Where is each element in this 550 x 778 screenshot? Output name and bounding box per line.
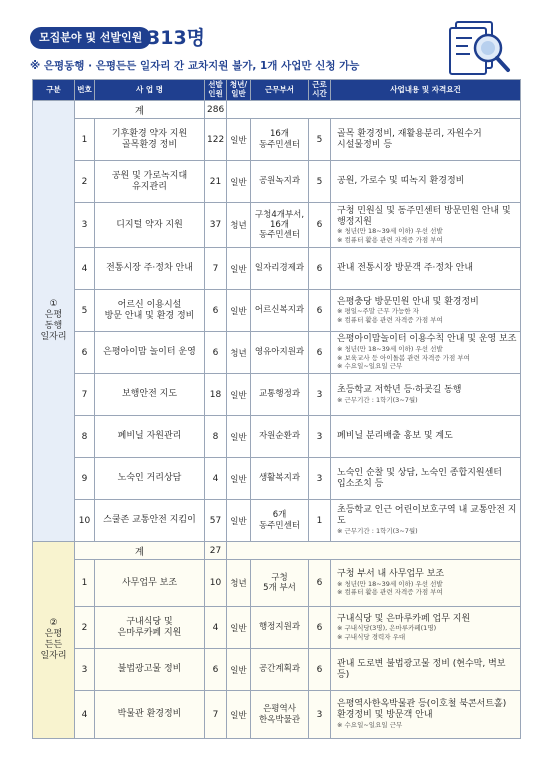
department: 어르신복지과 <box>251 290 309 332</box>
description-main: 구청 민원실 및 동주민센터 방문민원 안내 및 행정지원 <box>337 205 511 227</box>
worker-type: 청년 <box>227 332 251 374</box>
worker-type: 일반 <box>227 416 251 458</box>
table-header-row <box>33 80 521 101</box>
description-note: ※ 보육교사 등 아이돌봄 관련 자격증 가점 부여 <box>337 353 470 362</box>
department: 구청4개부서, 16개 동주민센터 <box>251 203 309 248</box>
project-name: 구내식당 및 은마루카페 지원 <box>95 607 205 649</box>
project-name: 어르신 이용시설 방문 안내 및 환경 정비 <box>95 290 205 332</box>
worker-type: 청년 <box>227 203 251 248</box>
table-row <box>33 203 521 248</box>
row-number: 6 <box>75 332 95 374</box>
work-hours: 6 <box>309 332 331 374</box>
row-number: 5 <box>75 290 95 332</box>
document-magnifier-icon <box>442 16 518 78</box>
description-main: 골목 환경정비, 재활용분리, 자원수거 시설물정비 등 <box>337 128 482 150</box>
selection-count: 21 <box>205 161 227 203</box>
col-type: 청년/ 일반 <box>227 80 251 101</box>
description-cell <box>331 458 521 500</box>
total-empty-cell <box>227 542 521 560</box>
description-main: 노숙인 순찰 및 상담, 노숙인 종합지원센터 입소조치 등 <box>337 467 502 489</box>
work-hours: 5 <box>309 161 331 203</box>
table-row <box>33 500 521 542</box>
selection-count: 4 <box>205 458 227 500</box>
total-label: 계 <box>75 101 205 119</box>
work-hours: 5 <box>309 119 331 161</box>
col-description: 사업내용 및 자격요건 <box>331 80 521 101</box>
group-total-row <box>33 542 521 560</box>
description-note: ※ 수요일~일요일 근무 <box>337 721 403 730</box>
description-cell <box>331 374 521 416</box>
work-hours: 6 <box>309 560 331 607</box>
table-row <box>33 290 521 332</box>
project-name: 불법광고물 정비 <box>95 649 205 691</box>
worker-type: 일반 <box>227 374 251 416</box>
description-note: ※ 청년(만 18~39세 이하) 우선 선발 <box>337 227 443 236</box>
description-main: 초등학교 저학년 등·하굣길 동행 <box>337 384 462 395</box>
table-row <box>33 332 521 374</box>
col-dept: 근무부서 <box>251 80 309 101</box>
project-name: 기후환경 약자 지원 골목환경 정비 <box>95 119 205 161</box>
table-row <box>33 248 521 290</box>
selection-count: 4 <box>205 607 227 649</box>
worker-type: 일반 <box>227 248 251 290</box>
project-name: 디지털 약자 지원 <box>95 203 205 248</box>
description-note: ※ 컴퓨터 활용 관련 자격증 가점 부여 <box>337 315 443 324</box>
department: 교통행정과 <box>251 374 309 416</box>
work-hours: 3 <box>309 691 331 739</box>
recruitment-table <box>32 79 521 739</box>
description-main: 관내 전통시장 방문객 주·정차 안내 <box>337 263 474 274</box>
description-main: 은평역사한옥박물관 등(이호철 북콘서트홀) 환경정비 및 방문객 안내 <box>337 699 507 721</box>
department: 영유아지원과 <box>251 332 309 374</box>
group-category: ② 은평 든든 일자리 <box>33 542 75 739</box>
selection-count: 18 <box>205 374 227 416</box>
row-number: 1 <box>75 119 95 161</box>
table-row <box>33 607 521 649</box>
worker-type: 일반 <box>227 161 251 203</box>
description-note: ※ 청년(만 18~39세 이하) 우선 선발 <box>337 345 443 354</box>
worker-type: 일반 <box>227 500 251 542</box>
work-hours: 3 <box>309 374 331 416</box>
selection-count: 10 <box>205 560 227 607</box>
work-hours: 1 <box>309 500 331 542</box>
worker-type: 일반 <box>227 607 251 649</box>
table-row <box>33 458 521 500</box>
work-hours: 6 <box>309 607 331 649</box>
worker-type: 일반 <box>227 649 251 691</box>
row-number: 10 <box>75 500 95 542</box>
total-value: 286 <box>205 101 227 119</box>
description-cell <box>331 560 521 607</box>
department: 공원녹지과 <box>251 161 309 203</box>
department: 행정지원과 <box>251 607 309 649</box>
selection-count: 6 <box>205 649 227 691</box>
project-name: 노숙인 거리상담 <box>95 458 205 500</box>
selection-count: 6 <box>205 290 227 332</box>
description-cell <box>331 416 521 458</box>
project-name: 보행안전 지도 <box>95 374 205 416</box>
project-name: 박물관 환경정비 <box>95 691 205 739</box>
description-main: 은평아이맘놀이터 이용수칙 안내 및 운영 보조 <box>337 334 517 345</box>
worker-type: 청년 <box>227 560 251 607</box>
table-row <box>33 119 521 161</box>
department: 6개 동주민센터 <box>251 500 309 542</box>
work-hours: 6 <box>309 290 331 332</box>
work-hours: 6 <box>309 649 331 691</box>
description-note: ※ 근무기간 : 1학기(3~7월) <box>337 527 418 536</box>
project-name: 사무업무 보조 <box>95 560 205 607</box>
description-note: ※ 구내식당 경력자 우대 <box>337 632 406 641</box>
row-number: 3 <box>75 203 95 248</box>
department: 일자리경제과 <box>251 248 309 290</box>
table-row <box>33 649 521 691</box>
selection-count: 57 <box>205 500 227 542</box>
description-note: ※ 청년(만 18~39세 이하) 우선 선발 <box>337 579 443 588</box>
table-row <box>33 560 521 607</box>
project-name: 전통시장 주·정차 안내 <box>95 248 205 290</box>
total-value: 27 <box>205 542 227 560</box>
selection-count: 7 <box>205 248 227 290</box>
table-row <box>33 691 521 739</box>
selection-count: 6 <box>205 332 227 374</box>
selection-count: 37 <box>205 203 227 248</box>
recruitment-pill: 모집분야 및 선발인원 <box>30 27 151 49</box>
total-empty-cell <box>227 101 521 119</box>
department: 공간계획과 <box>251 649 309 691</box>
total-label: 계 <box>75 542 205 560</box>
worker-type: 일반 <box>227 119 251 161</box>
row-number: 4 <box>75 691 95 739</box>
description-main: 구내식당 및 은마루카페 업무 지원 <box>337 613 471 624</box>
work-hours: 3 <box>309 416 331 458</box>
description-cell <box>331 119 521 161</box>
description-cell <box>331 607 521 649</box>
description-note: ※ 컴퓨터 활용 관련 자격증 가점 부여 <box>337 588 443 597</box>
selection-count: 122 <box>205 119 227 161</box>
col-number: 번호 <box>75 80 95 101</box>
description-cell <box>331 691 521 739</box>
description-main: 초등학교 인근 어린이보호구역 내 교통안전 지도 <box>337 505 517 527</box>
table-row <box>33 416 521 458</box>
table-row <box>33 161 521 203</box>
col-count: 선발 인원 <box>205 80 227 101</box>
description-note: ※ 근무기간 : 1학기(3~7월) <box>337 395 418 404</box>
department: 생활복지과 <box>251 458 309 500</box>
description-cell <box>331 332 521 374</box>
project-name: 폐비닐 자원관리 <box>95 416 205 458</box>
description-cell <box>331 248 521 290</box>
col-category: 구분 <box>33 80 75 101</box>
row-number: 8 <box>75 416 95 458</box>
row-number: 1 <box>75 560 95 607</box>
description-main: 구청 부서 내 사무업무 보조 <box>337 569 445 580</box>
worker-type: 일반 <box>227 458 251 500</box>
worker-type: 일반 <box>227 290 251 332</box>
selection-count: 7 <box>205 691 227 739</box>
description-note: ※ 컴퓨터 활용 관련 자격증 가점 부여 <box>337 235 443 244</box>
group-category: ① 은평 동행 일자리 <box>33 101 75 542</box>
department: 구청 5개 부서 <box>251 560 309 607</box>
project-name: 공원 및 가로녹지대 유지관리 <box>95 161 205 203</box>
row-number: 7 <box>75 374 95 416</box>
description-main: 관내 도로변 불법광고물 정비 (현수막, 벽보 등) <box>337 658 506 680</box>
row-number: 2 <box>75 607 95 649</box>
description-main: 폐비닐 분리배출 홍보 및 계도 <box>337 431 453 442</box>
row-number: 3 <box>75 649 95 691</box>
page-header <box>30 20 530 82</box>
row-number: 2 <box>75 161 95 203</box>
total-count: 313명 <box>147 27 206 49</box>
description-cell <box>331 500 521 542</box>
description-note: ※ 구내식당(3명), 은마루카페(1명) <box>337 624 437 633</box>
selection-count: 8 <box>205 416 227 458</box>
group-total-row <box>33 101 521 119</box>
work-hours: 3 <box>309 458 331 500</box>
description-main: 공원, 가로수 및 띠녹지 환경정비 <box>337 176 465 187</box>
description-cell <box>331 161 521 203</box>
department: 은평역사 한옥박물관 <box>251 691 309 739</box>
description-cell <box>331 649 521 691</box>
col-hours: 근로 시간 <box>309 80 331 101</box>
table-row <box>33 374 521 416</box>
row-number: 9 <box>75 458 95 500</box>
department: 자원순환과 <box>251 416 309 458</box>
description-main: 은평충당 방문민원 안내 및 환경정비 <box>337 296 479 307</box>
project-name: 스쿨존 교통안전 지킴이 <box>95 500 205 542</box>
work-hours: 6 <box>309 203 331 248</box>
work-hours: 6 <box>309 248 331 290</box>
department: 16개 동주민센터 <box>251 119 309 161</box>
worker-type: 일반 <box>227 691 251 739</box>
cross-apply-note: ※ 은평동행 · 은평든든 일자리 간 교차지원 불가, 1개 사업만 신청 가능 <box>30 60 360 72</box>
description-cell <box>331 203 521 248</box>
row-number: 4 <box>75 248 95 290</box>
description-note: ※ 수요일~일요일 근무 <box>337 362 403 371</box>
description-cell <box>331 290 521 332</box>
description-note: ※ 평일~주말 근무 가능한 자 <box>337 307 419 316</box>
col-project-name: 사 업 명 <box>95 80 205 101</box>
project-name: 은평아이맘 놀이터 운영 <box>95 332 205 374</box>
